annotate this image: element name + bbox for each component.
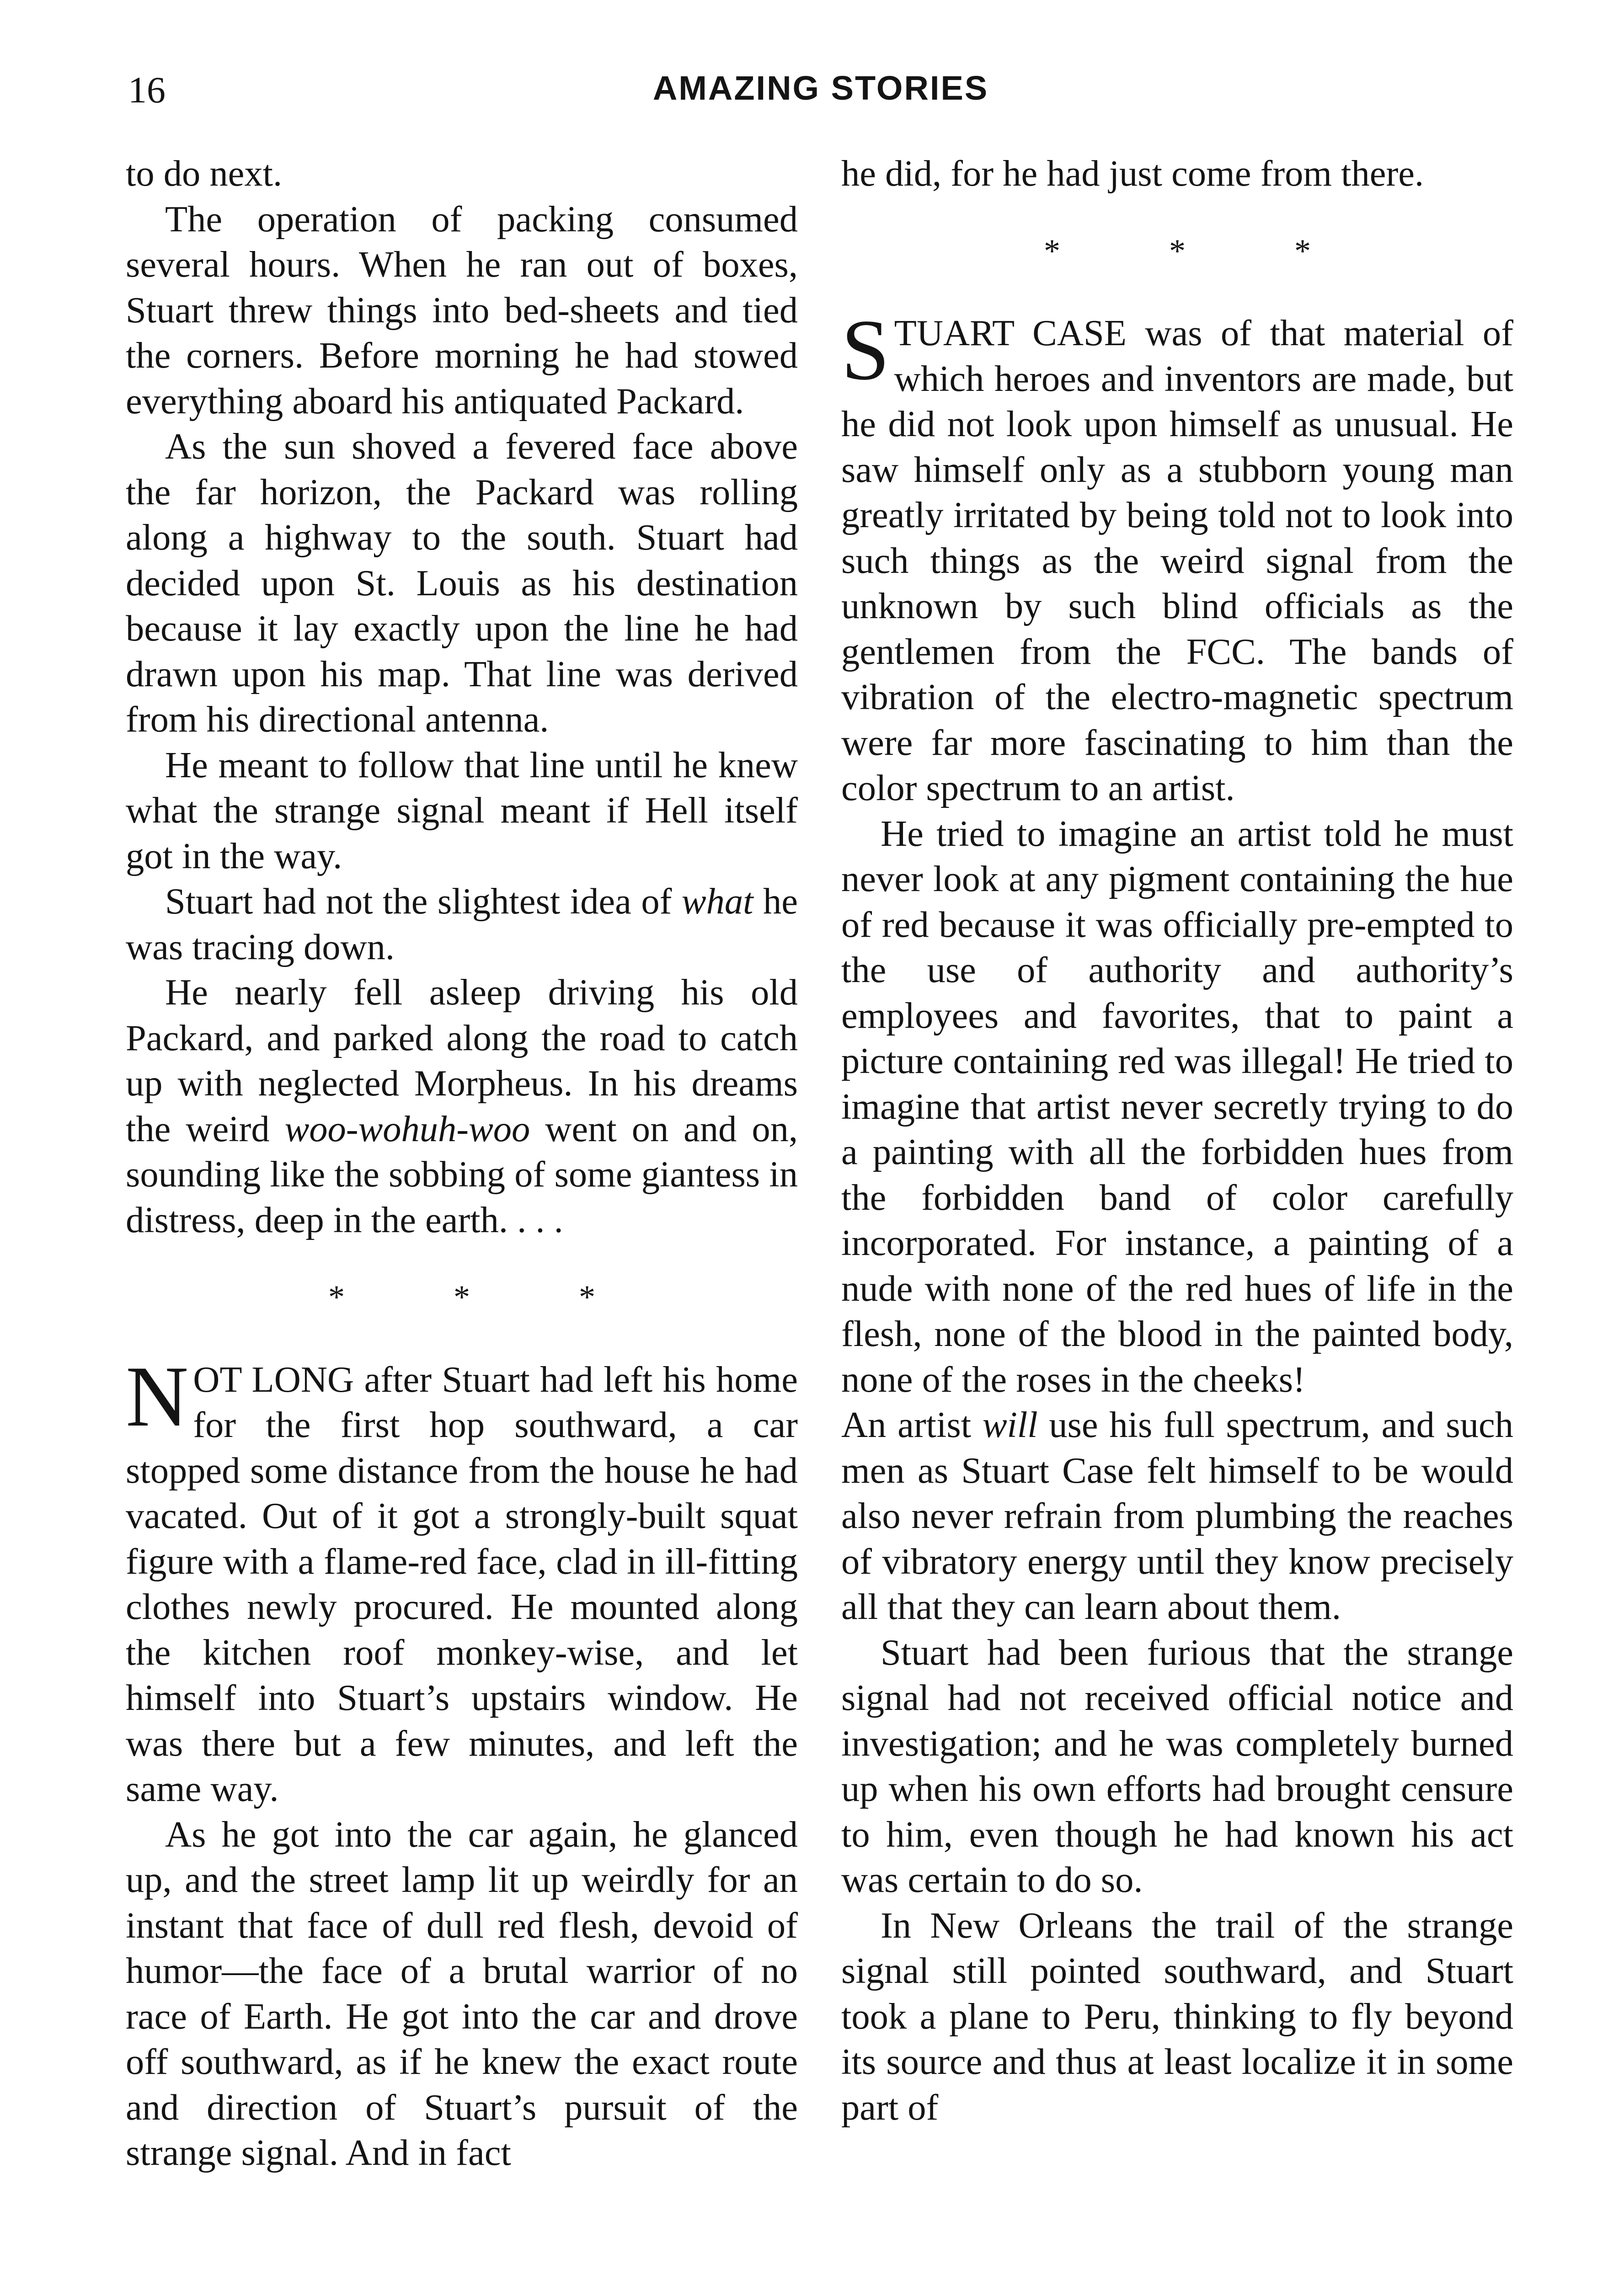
left-column bbox=[126, 151, 798, 2176]
paragraph: he did, for he had just come from there. bbox=[841, 153, 1424, 194]
italic-text: what bbox=[681, 881, 753, 922]
text-run: went on and on, sounding like the sobbing of some giantess in distress, deep in the earth. . . . bbox=[126, 1108, 798, 1240]
text-run: use his full spectrum, and such men as Stuart Case felt himself to be would also never refrain from plumbing the reaches of vibratory energy until they know precisely all that they can learn about them. bbox=[841, 1405, 1513, 1627]
page-number: 16 bbox=[128, 69, 166, 111]
text-run: An artist bbox=[841, 1405, 983, 1445]
drop-cap: N bbox=[126, 1348, 189, 1445]
text-run: Stuart had not the slightest idea of bbox=[165, 881, 682, 922]
paragraph: As the sun shoved a fevered face above the far horizon, the Packard was rolling along a highway to the south. Stuart had decided upon St. Louis as his destination because it lay exactly upon the line he had drawn upon his map. That line was derived from his directional antenna. bbox=[126, 426, 798, 740]
paragraph: The operation of packing consumed several hours. When he ran out of boxes, Stuart threw things into bed-sheets and tied the corners. Before morning he had stowed everything aboard his antiquated Packard. bbox=[126, 198, 798, 422]
section-opening-paragraph bbox=[126, 1348, 798, 1812]
paragraph: He tried to imagine an artist told he must never look at any pigment containing the hue of red because it was officially pre-empted to the use of authority and authority’s employees and favorites, that to paint a picture containing red was illegal! He tried to imagine that artist never secretly trying to do a painting with all the forbidden hues from the forbidden band of color carefully incorporated. For instance, a painting of a nude with none of the red hues of life in the flesh, none of the blood in the painted body, none of the roses in the cheeks! bbox=[841, 813, 1513, 1400]
italic-text: woo-wohuh-woo bbox=[284, 1108, 530, 1149]
right-column bbox=[841, 151, 1513, 2130]
text-run: he was tracing down. bbox=[126, 881, 798, 967]
italic-text: will bbox=[982, 1405, 1038, 1445]
drop-cap: S bbox=[841, 302, 890, 398]
page-header bbox=[128, 69, 1513, 123]
text-run: He nearly fell asleep driving his old Packard, and parked along the road to catch up with neglected Morpheus. In his dreams the weird bbox=[126, 972, 798, 1149]
text-run: was of that material of which heroes and inventors are made, but he did not look upon himself as unusual. He saw himself only as a stubborn young man greatly irritated by being told not to look into such things as the weird signal from the unknown by such blind officials as the gentlemen from the FCC. The bands of vibration of the electro-magnetic spectrum were far more fascinating to him than the color spectrum to an artist. bbox=[841, 313, 1513, 808]
paragraph: He meant to follow that line until he knew what the strange signal meant if Hell itself got in the way. bbox=[126, 744, 798, 876]
paragraph: Stuart had been furious that the strange signal had not received official notice and investigation; and he was completely burned up when his own efforts had brought censure to him, even though he had known his act was certain to do so. bbox=[841, 1632, 1513, 1900]
paragraph: As he got into the car again, he glanced up, and the street lamp lit up weirdly for an instant that face of dull red flesh, devoid of humor—the face of a brutal warrior of no race of Earth. He got into the car and drove off southward, as if he knew the exact route and direction of Stuart’s pursuit of the strange signal. And in fact bbox=[126, 1814, 798, 2173]
paragraph: to do next. bbox=[126, 153, 283, 194]
paragraph: In New Orleans the trail of the strange signal still pointed southward, and Stuart took a plane to Peru, thinking to fly beyond its source and thus at least localize it in some part of bbox=[841, 1905, 1513, 2128]
text-run: after Stuart had left his home for the first hop southward, a car stopped some distance from the house he had vacated. Out of it got a strongly-built squat figure with a flame-red face, clad in ill-fitting clothes newly procured. He mounted along the kitchen roof monkey-wise, and let himself into Stuart’s upstairs window. He was there but a few minutes, and left the same way. bbox=[126, 1359, 798, 1809]
paragraph bbox=[841, 1402, 1513, 1630]
section-separator: * * * bbox=[1044, 232, 1361, 269]
small-caps-lead: OT LONG bbox=[193, 1359, 354, 1400]
paragraph bbox=[126, 970, 798, 1243]
small-caps-lead: TUART CASE bbox=[894, 313, 1127, 353]
paragraph bbox=[126, 879, 798, 970]
section-separator: * * * bbox=[328, 1279, 646, 1315]
section-opening-paragraph bbox=[841, 302, 1513, 811]
running-head: AMAZING STORIES bbox=[652, 69, 989, 107]
